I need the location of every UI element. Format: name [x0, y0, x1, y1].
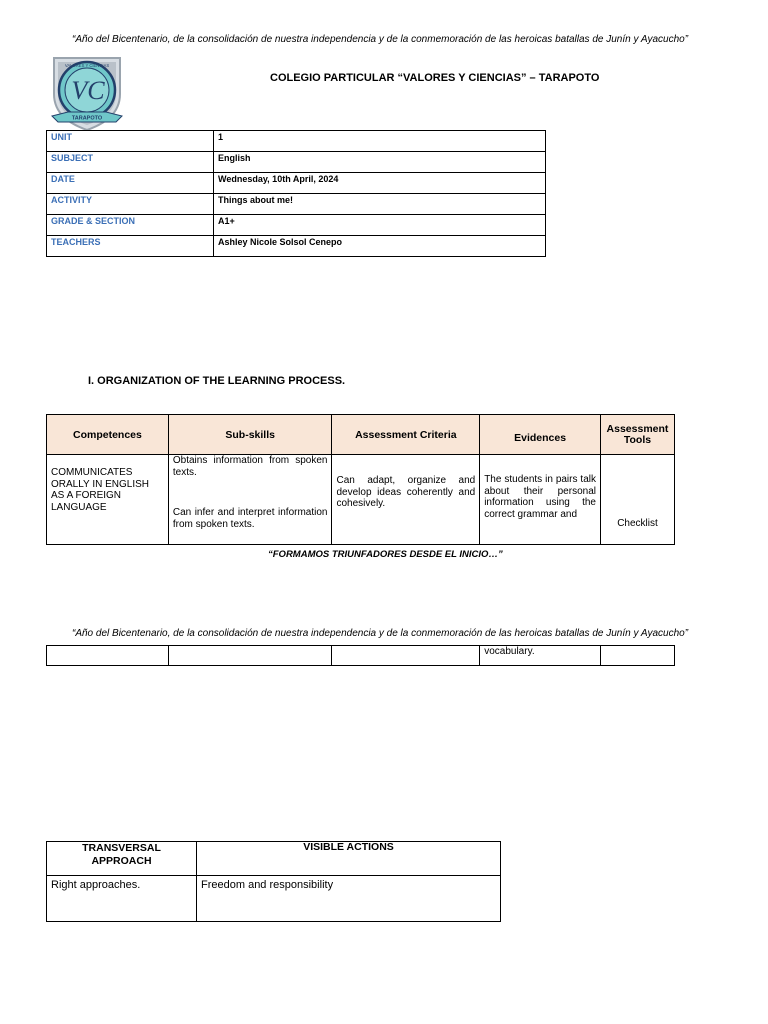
- table-header-row: [47, 415, 675, 455]
- empty-cell: [47, 646, 169, 666]
- info-label: DATE: [47, 173, 214, 194]
- school-logo: [46, 52, 128, 132]
- info-row-teachers: [47, 236, 546, 257]
- info-label: UNIT: [47, 131, 214, 152]
- section-heading: I. ORGANIZATION OF THE LEARNING PROCESS.: [88, 375, 346, 387]
- header-motto: “Año del Bicentenario, de la consolidación de nuestra independencia y de la conmemoración de las heroicas batallas de Junín y Ayacucho”: [72, 34, 689, 45]
- table-row: [47, 455, 675, 545]
- cell-approach: Right approaches.: [47, 876, 197, 922]
- info-value: A1+: [214, 215, 546, 236]
- table-header-row: [47, 842, 501, 876]
- empty-cell: [168, 646, 332, 666]
- learning-process-table-continued: [46, 645, 675, 666]
- info-value: English: [214, 152, 546, 173]
- info-row-date: [47, 173, 546, 194]
- cell-competence: COMMUNICATES ORALLY IN ENGLISH AS A FOREIGN LANGUAGE: [47, 455, 169, 545]
- info-row-subject: [47, 152, 546, 173]
- school-title: COLEGIO PARTICULAR “VALORES Y CIENCIAS” – TARAPOTO: [270, 72, 600, 84]
- page-2-motto: “Año del Bicentenario, de la consolidación de nuestra independencia y de la conmemoración de las heroicas batallas de Junín y Ayacucho”: [72, 628, 689, 639]
- info-table: [46, 130, 546, 257]
- footer-slogan: “FORMAMOS TRIUNFADORES DESDE EL INICIO…”: [268, 549, 503, 560]
- header-visible-actions: VISIBLE ACTIONS: [197, 842, 501, 876]
- info-row-unit: [47, 131, 546, 152]
- table-row: [47, 646, 675, 666]
- empty-cell: [601, 646, 675, 666]
- info-value: Ashley Nicole Solsol Cenepo: [214, 236, 546, 257]
- header-sub-skills: Sub-skills: [168, 415, 332, 455]
- info-value: 1: [214, 131, 546, 152]
- cell-tool: Checklist: [600, 455, 674, 545]
- info-row-activity: [47, 194, 546, 215]
- logo-ribbon-text: TARAPOTO: [71, 115, 103, 122]
- info-label: SUBJECT: [47, 152, 214, 173]
- info-row-grade: [47, 215, 546, 236]
- header-competences: Competences: [47, 415, 169, 455]
- header-evidences: Evidences: [480, 415, 601, 455]
- info-label: TEACHERS: [47, 236, 214, 257]
- logo-ring-text: VALORES Y CIENCIAS: [64, 63, 110, 68]
- info-value: Wednesday, 10th April, 2024: [214, 173, 546, 194]
- learning-process-table: [46, 414, 675, 545]
- cell-sub-skills: [168, 455, 332, 545]
- header-assessment-criteria: Assessment Criteria: [332, 415, 480, 455]
- transversal-approach-table: [46, 841, 501, 922]
- cell-criteria: Can adapt, organize and develop ideas coherently and cohesively.: [332, 455, 480, 545]
- table-row: [47, 876, 501, 922]
- sub-skill-text: Can infer and interpret information from spoken texts.: [172, 507, 328, 530]
- info-value: Things about me!: [214, 194, 546, 215]
- sub-skill-text: Obtains information from spoken texts.: [172, 455, 328, 478]
- empty-cell: [332, 646, 480, 666]
- logo-monogram: VC: [71, 76, 105, 105]
- header-assessment-tools: Assessment Tools: [600, 415, 674, 455]
- cell-evidence: The students in pairs talk about their personal information using the correct grammar and: [480, 455, 601, 545]
- info-label: GRADE & SECTION: [47, 215, 214, 236]
- info-label: ACTIVITY: [47, 194, 214, 215]
- header-transversal-approach: TRANSVERSAL APPROACH: [47, 842, 197, 876]
- cell-visible-action: Freedom and responsibility: [197, 876, 501, 922]
- cell-evidence-continued: vocabulary.: [480, 646, 601, 666]
